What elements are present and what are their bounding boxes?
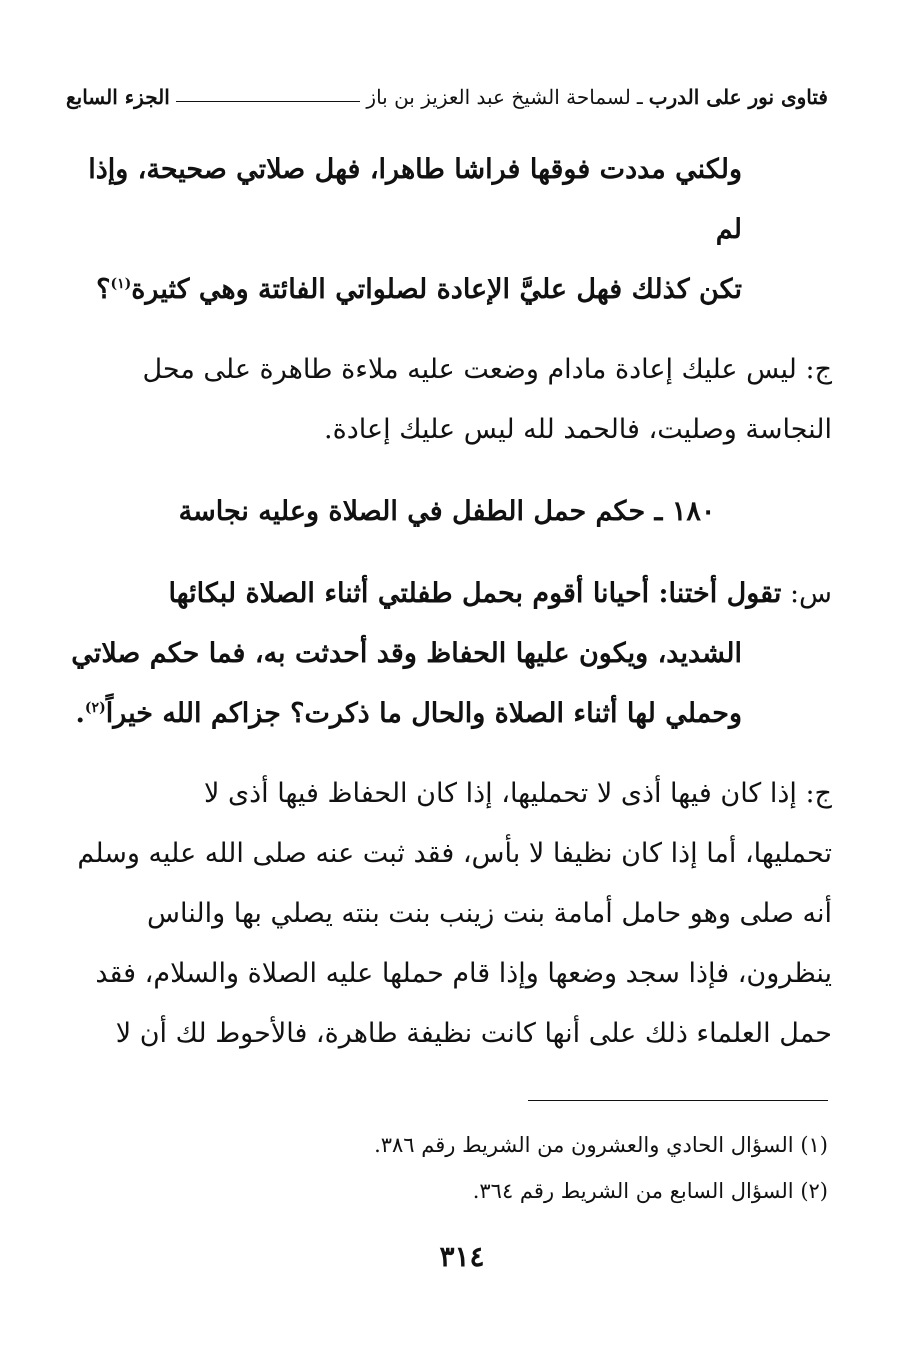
- text-line: ج: إذا كان فيها أذى لا تحمليها، إذا كان الحفاظ فيها أذى لا: [204, 778, 832, 809]
- question: [62, 564, 832, 744]
- text-line: الشديد، ويكون عليها الحفاظ وقد أحدثت به، فما حكم صلاتي: [71, 638, 742, 669]
- footnotes: [300, 1122, 828, 1214]
- text-line: أنه صلى وهو حامل أمامة بنت زينب بنت بنته يصلي بها والناس: [147, 898, 832, 929]
- text-line: ينظرون، فإذا سجد وضعها وإذا قام حملها عليه الصلاة والسلام، فقد: [95, 958, 832, 989]
- text-line: حمل العلماء ذلك على أنها كانت نظيفة طاهرة، فالأحوط لك أن لا: [115, 1018, 832, 1049]
- answer: [62, 764, 832, 1064]
- text-line: ج: ليس عليك إعادة مادام وضعت عليه ملاءة طاهرة على محل: [142, 354, 832, 385]
- footnote: (١) السؤال الحادي والعشرون من الشريط رقم ٣٨٦.: [374, 1133, 828, 1157]
- question-prefix: س:: [781, 578, 832, 609]
- header-separator: ـ: [636, 85, 643, 109]
- text-line: [62, 684, 832, 744]
- text-line: تحمليها، أما إذا كان نظيفا لا بأس، فقد ثبت عنه صلى الله عليه وسلم: [77, 838, 832, 869]
- text-span: وحملي لها أثناء الصلاة والحال ما ذكرت؟ جزاكم الله خيراً: [105, 698, 742, 729]
- header-rule: [176, 101, 361, 102]
- part-label: الجزء السابع: [66, 85, 170, 109]
- text-line: النجاسة وصليت، فالحمد لله ليس عليك إعادة.: [324, 414, 832, 445]
- section-heading: ١٨٠ ـ حكم حمل الطفل في الصلاة وعليه نجاسة: [178, 496, 716, 527]
- footnote: (٢) السؤال السابع من الشريط رقم ٣٦٤.: [472, 1179, 828, 1203]
- text-line: [62, 564, 832, 624]
- page-content: [62, 140, 832, 1064]
- text-span: تكن كذلك فهل عليَّ الإعادة لصلواتي الفائتة وهي كثيرة: [131, 274, 742, 305]
- page-number: ٣١٤: [439, 1240, 485, 1273]
- text-line: [62, 260, 742, 320]
- previous-answer: [62, 340, 832, 460]
- text-line: ولكني مددت فوقها فراشا طاهرا، فهل صلاتي صحيحة، وإذا لم: [88, 154, 742, 245]
- book-title: فتاوى نور على الدرب: [648, 85, 828, 109]
- author-line: لسماحة الشيخ عبد العزيز بن باز: [366, 85, 631, 109]
- text-span: تقول أختنا: أحيانا أقوم بحمل طفلتي أثناء الصلاة لبكائها: [168, 578, 782, 609]
- footnote-divider: [528, 1100, 828, 1101]
- previous-question: [62, 140, 832, 320]
- footnote-ref: (٢): [84, 700, 106, 716]
- footnote-ref: (١): [110, 276, 132, 292]
- running-header: [66, 82, 828, 112]
- punctuation: .: [75, 698, 85, 729]
- punctuation: ؟: [96, 274, 111, 305]
